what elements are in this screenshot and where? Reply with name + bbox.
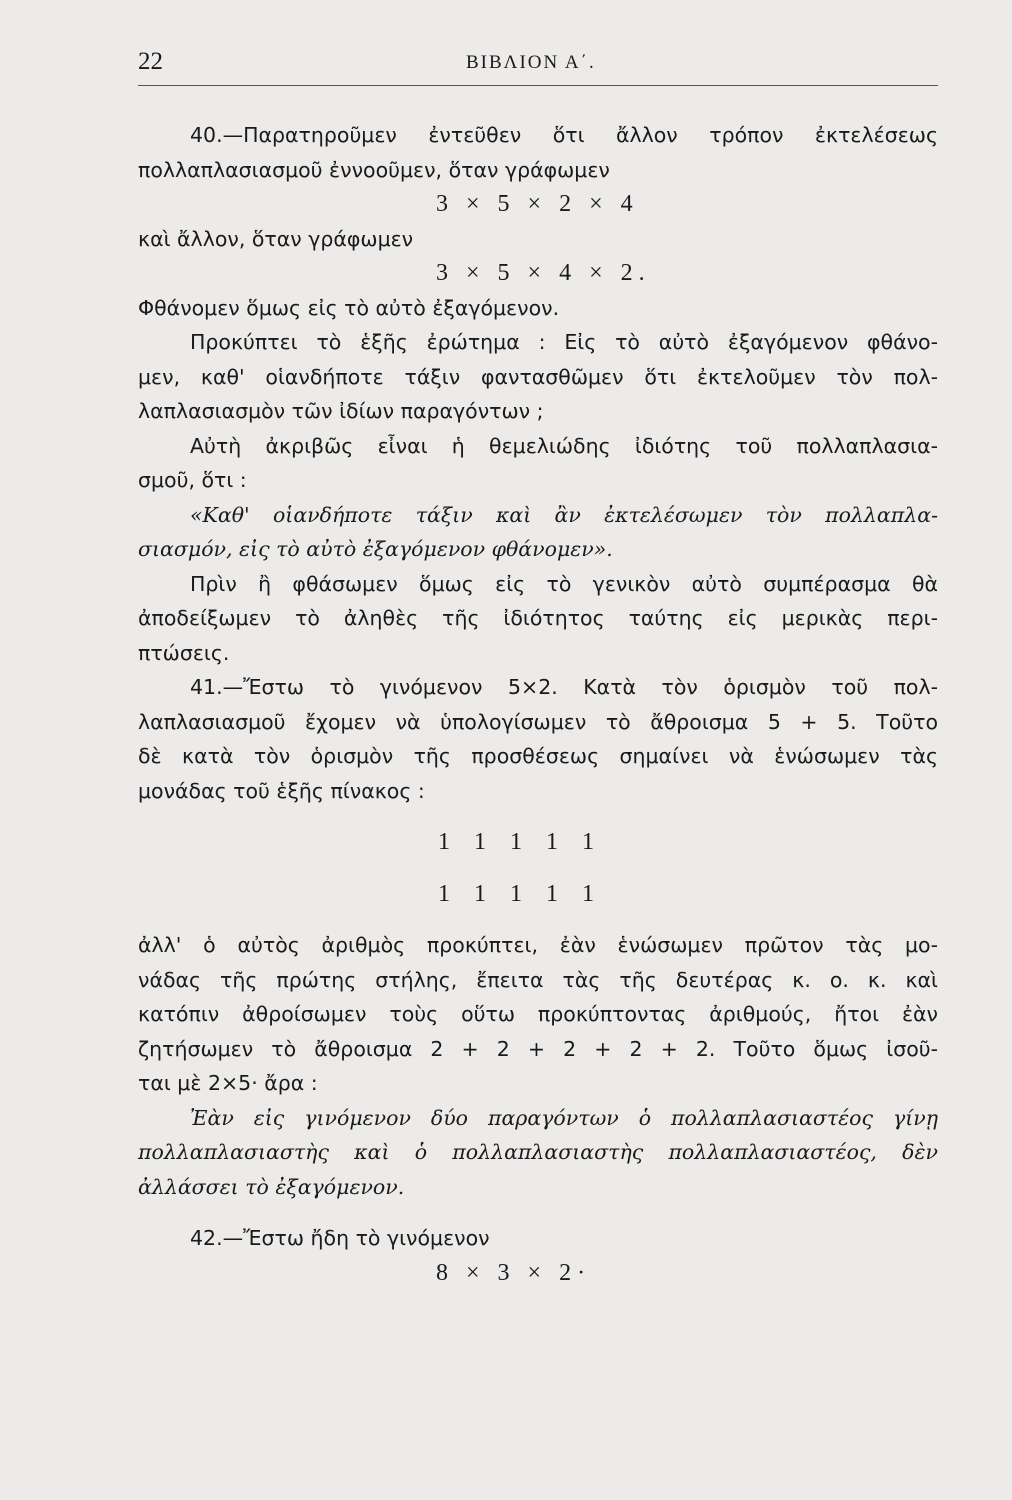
page-header xyxy=(138,48,938,88)
italic-statement-line: ἀλλάσσει τὸ ἐξαγόμενον. xyxy=(138,1174,405,1199)
text-line: μονάδας τοῦ ἑξῆς πίνακος : xyxy=(138,778,425,803)
text-line: σμοῦ, ὅτι : xyxy=(138,468,247,492)
header-rule xyxy=(138,85,938,86)
text-line: λαπλασιασμοῦ ἔχομεν νὰ ὑπολογίσωμεν τὸ ἄθροισμα 5 + 5. Τοῦτο xyxy=(138,709,938,734)
spacer xyxy=(138,1204,938,1221)
paragraph-41-line: 41.—Ἔστω τὸ γινόμενον 5×2. Κατὰ τὸν ὁρισμὸν τοῦ πολ- xyxy=(190,675,938,699)
page-body xyxy=(138,118,938,1290)
formula-line: 3 × 5 × 4 × 2. xyxy=(436,260,651,286)
text-line: κατόπιν ἀθροίσωμεν τοὺς οὕτω προκύπτοντας ἀριθμούς, ἤτοι ἐὰν xyxy=(138,1002,938,1026)
text-line: Πρὶν ἢ φθάσωμεν ὅμως εἰς τὸ γενικὸν αὐτὸ συμπέρασμα θὰ xyxy=(190,571,938,596)
text-line: μεν, καθ' οἱανδήποτε τάξιν φαντασθῶμεν ὅτι ἐκτελοῦμεν τὸν πολ- xyxy=(138,364,938,389)
units-table-row: 1 1 1 1 1 xyxy=(438,829,596,855)
spacer xyxy=(138,808,938,825)
spacer xyxy=(138,911,938,928)
text-line: καὶ ἄλλον, ὅταν γράφωμεν xyxy=(138,226,414,251)
text-line: Αὐτὴ ἀκριβῶς εἶναι ἡ θεμελιώδης ἰδιότης τοῦ πολλαπλασια- xyxy=(190,433,938,458)
paragraph-40-line: 40.—Παρατηροῦμεν ἐντεῦθεν ὅτι ἄλλον τρόπον ἐκτελέσεως xyxy=(190,123,938,147)
text-line: πτώσεις. xyxy=(138,640,230,665)
text-line: ἀποδείξωμεν τὸ ἀληθὲς τῆς ἰδιότητος ταύτης εἰς μερικὰς περι- xyxy=(138,606,938,630)
text-line: ζητήσωμεν τὸ ἄθροισμα 2 + 2 + 2 + 2 + 2. Τοῦτο ὅμως ἰσοῦ- xyxy=(138,1036,938,1061)
text-line: ται μὲ 2×5· ἄρα : xyxy=(138,1071,318,1095)
text-line: πολλαπλασιασμοῦ ἐννοοῦμεν, ὅταν γράφωμεν xyxy=(138,157,610,182)
spacer xyxy=(138,860,938,877)
italic-statement-line: «Καθ' οἱανδήποτε τάξιν καὶ ἂν ἐκτελέσωμεν τὸν πολλαπλα- xyxy=(190,502,938,527)
text-line: ἀλλ' ὁ αὐτὸς ἀριθμὸς προκύπτει, ἐὰν ἑνώσωμεν πρῶτον τὰς μο- xyxy=(138,933,938,957)
text-line: λαπλασιασμὸν τῶν ἰδίων παραγόντων ; xyxy=(138,399,544,423)
italic-statement-line: Ἐὰν εἰς γινόμενον δύο παραγόντων ὁ πολλαπλασιαστέος γίνῃ xyxy=(190,1105,938,1130)
units-table-row: 1 1 1 1 1 xyxy=(438,880,596,907)
text-line: δὲ κατὰ τὸν ὁρισμὸν τῆς προσθέσεως σημαίνει νὰ ἑνώσωμεν τὰς xyxy=(138,744,938,768)
text-line: Φθάνομεν ὅμως εἰς τὸ αὐτὸ ἐξαγόμενον. xyxy=(138,295,560,320)
paragraph-42-line: 42.—Ἔστω ἤδη τὸ γινόμενον xyxy=(190,1226,490,1250)
page-number: 22 xyxy=(138,48,163,75)
running-title: ΒΙΒΛΙΟΝ Α΄. xyxy=(466,52,596,73)
italic-statement-line: σιασμόν, εἰς τὸ αὐτὸ ἐξαγόμενον φθάνομεν». xyxy=(138,537,613,561)
text-line: Προκύπτει τὸ ἑξῆς ἐρώτημα : Εἰς τὸ αὐτὸ ἐξαγόμενον φθάνο- xyxy=(190,330,938,354)
italic-statement-line: πολλαπλασιαστὴς καὶ ὁ πολλαπλασιαστὴς πολλαπλασιαστέος, δὲν xyxy=(138,1140,938,1164)
text-line: νάδας τῆς πρώτης στήλης, ἔπειτα τὰς τῆς δευτέρας κ. ο. κ. καὶ xyxy=(138,967,938,992)
formula-line: 3 × 5 × 2 × 4 xyxy=(436,191,639,217)
formula-line: 8 × 3 × 2· xyxy=(436,1259,592,1286)
